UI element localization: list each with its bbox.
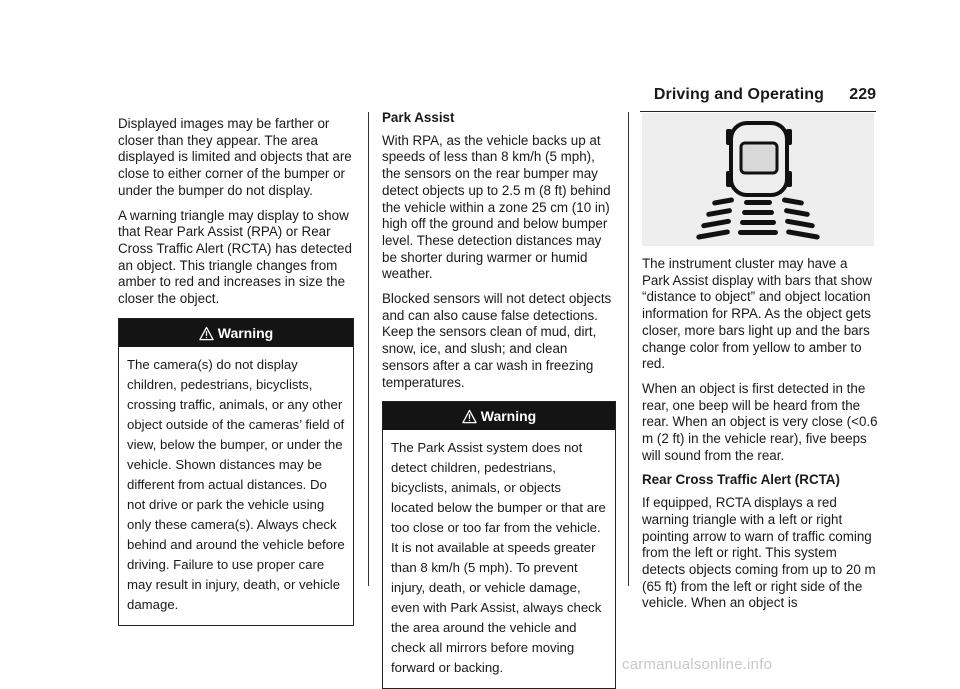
- page-header: [640, 84, 876, 112]
- park-assist-illustration: [642, 113, 874, 246]
- section-heading: Rear Cross Traffic Alert (RCTA): [642, 472, 840, 488]
- paragraph: When an object is first detected in the rear, one beep will be heard from the rear. When an object is very close (<0.6 m (2 ft) in the vehicle rear), five beeps will sound from the rear.: [642, 380, 878, 463]
- warning-triangle-icon: [199, 326, 214, 341]
- warning-text: The camera(s) do not display children, pedestrians, bicyclists, crossing traffic, animals, or any other object outside of the cameras’ field of view, below the bumper, or under the vehicle. Shown distances may be different from actual distances. Do not drive or park the vehicle using only these camera(s). Always check behind and around the vehicle before driving. Failure to use proper care may result in injury, death, or vehicle damage.: [127, 356, 345, 612]
- warning-box: [382, 401, 616, 689]
- header-rule: [640, 111, 876, 112]
- warning-text: The Park Assist system does not detect children, pedestrians, bicyclists, animals, or objects located below the bumper or that are too close or too far from the vehicle. It is not available at speeds greater than 8 km/h (5 mph). To prevent injury, death, or vehicle damage, even with Park Assist, always check the area around the vehicle and check all mirrors before moving forward or backing.: [391, 440, 606, 676]
- column-divider: [628, 112, 629, 586]
- column-divider: [368, 112, 369, 586]
- section-heading: Park Assist: [382, 110, 455, 125]
- warning-title: Warning: [217, 324, 274, 341]
- page-number: 229: [849, 86, 876, 103]
- paragraph: Displayed images may be farther or closer than they appear. The area displayed is limited and objects that are close to either corner of the bumper or under the bumper do not display.: [118, 116, 352, 198]
- warning-header: [119, 319, 353, 347]
- paragraph: A warning triangle may display to show that Rear Park Assist (RPA) or Rear Cross Traffic Alert (RCTA) has detected an object. This triangle changes from amber to red and increases in size the closer the object.: [118, 207, 352, 307]
- paragraph: If equipped, RCTA displays a red warning triangle with a left or right pointing arrow to warn of traffic coming from the left or right. This system detects objects coming from up to 20 m (65 ft) from the left or right side of the vehicle. When an object is: [642, 495, 876, 611]
- warning-header: [383, 402, 615, 430]
- vehicle-top-view-icon: [726, 123, 792, 195]
- paragraph: With RPA, as the vehicle backs up at speeds of less than 8 km/h (5 mph), the sensors on the rear bumper may detect objects up to 2.5 m (8 ft) behind the vehicle within a zone 25 cm (10 in) high off the ground and below bumper level. These detection distances may be shorter during warmer or humid weather.: [382, 132, 611, 282]
- watermark-link[interactable]: carmanualsonline.info: [622, 656, 773, 673]
- section-title: Driving and Operating: [653, 86, 824, 103]
- column-2: [382, 110, 616, 689]
- paragraph: Blocked sensors will not detect objects and can also cause false detections. Keep the sensors clean of mud, dirt, snow, ice, and slush; and clean sensors after a car wash in freezing temperatures.: [382, 291, 612, 390]
- column-3: [642, 246, 878, 620]
- warning-title: Warning: [480, 408, 537, 425]
- distance-bars-icon: [696, 197, 820, 240]
- column-1: [118, 116, 354, 626]
- warning-triangle-icon: [462, 409, 477, 424]
- warning-box: [118, 318, 354, 626]
- paragraph: The instrument cluster may have a Park Assist display with bars that show “distance to object” and object location information for RPA. As the object gets closer, more bars light up and the bars change color from yellow to amber to red.: [642, 256, 872, 372]
